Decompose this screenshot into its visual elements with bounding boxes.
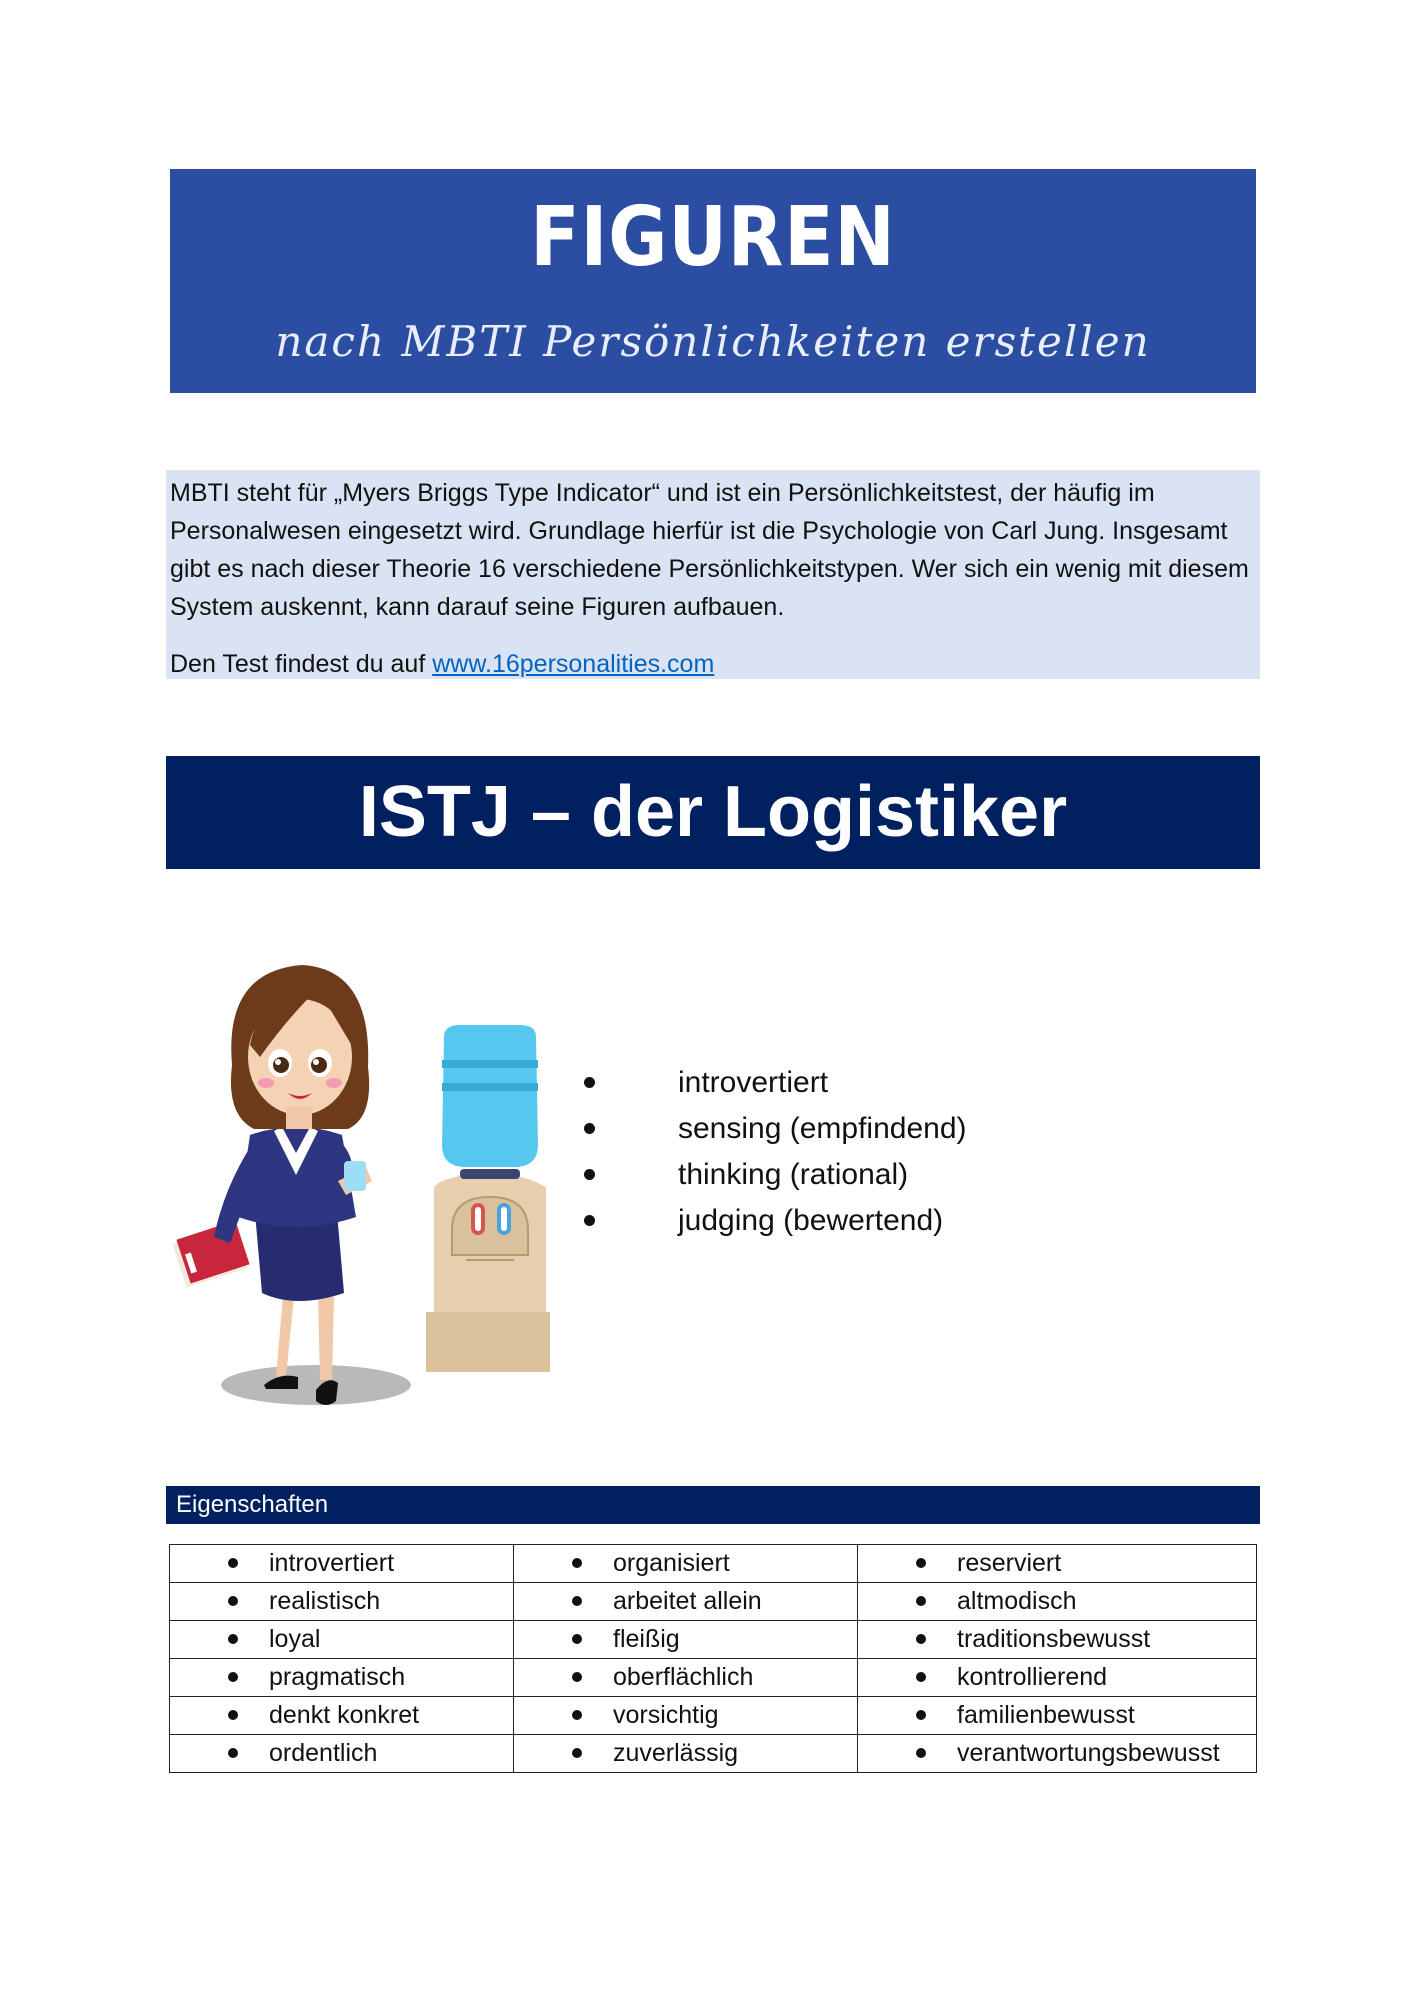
- bullet-icon: [228, 1748, 238, 1758]
- test-link[interactable]: www.16personalities.com: [432, 650, 715, 678]
- table-cell: [858, 1735, 1257, 1773]
- cell-text: oberflächlich: [613, 1663, 754, 1691]
- cell-text: kontrollierend: [957, 1663, 1108, 1691]
- bullet-icon: [572, 1672, 582, 1682]
- cell-text: denkt konkret: [269, 1701, 420, 1729]
- bullet-icon: [916, 1634, 926, 1644]
- table-cell: [170, 1545, 514, 1583]
- cell-text: vorsichtig: [613, 1701, 719, 1729]
- banner-title: FIGUREN: [530, 190, 896, 285]
- table-cell: [858, 1583, 1257, 1621]
- cell-text: organisiert: [613, 1549, 730, 1577]
- title-banner: [170, 169, 1256, 393]
- bullet-icon: [228, 1634, 238, 1644]
- trait-label: introvertiert: [678, 1066, 829, 1099]
- table-cell: [858, 1659, 1257, 1697]
- bullet-icon: [584, 1169, 595, 1180]
- properties-header: Eigenschaften: [166, 1486, 1260, 1524]
- type-traits-list: [578, 1060, 1078, 1244]
- cell-text: fleißig: [613, 1625, 680, 1653]
- businesswoman-illustration: [168, 925, 568, 1435]
- trait-item: [578, 1060, 1078, 1106]
- table-cell: [858, 1697, 1257, 1735]
- test-link-prefix: Den Test findest du auf: [170, 650, 433, 678]
- cell-text: traditionsbewusst: [957, 1625, 1151, 1653]
- banner-subtitle: nach MBTI Persönlichkeiten erstellen: [275, 317, 1151, 366]
- cell-text: pragmatisch: [269, 1663, 406, 1691]
- table-row: [170, 1735, 1257, 1773]
- cell-text: introvertiert: [269, 1549, 395, 1577]
- bullet-icon: [228, 1672, 238, 1682]
- bullet-icon: [916, 1672, 926, 1682]
- table-cell: [514, 1697, 858, 1735]
- bullet-icon: [584, 1215, 595, 1226]
- cell-text: loyal: [269, 1625, 321, 1653]
- table-cell: [170, 1697, 514, 1735]
- bullet-icon: [916, 1596, 926, 1606]
- table-cell: [170, 1583, 514, 1621]
- bullet-icon: [916, 1710, 926, 1720]
- table-cell: [514, 1583, 858, 1621]
- cell-text: altmodisch: [957, 1587, 1077, 1615]
- bullet-icon: [572, 1596, 582, 1606]
- table-cell: [514, 1659, 858, 1697]
- bullet-icon: [584, 1123, 595, 1134]
- cell-text: arbeitet allein: [613, 1587, 762, 1615]
- type-title: ISTJ – der Logistiker: [166, 756, 1260, 869]
- bullet-icon: [572, 1748, 582, 1758]
- table-row: [170, 1697, 1257, 1735]
- bullet-icon: [572, 1634, 582, 1644]
- table-cell: [514, 1545, 858, 1583]
- bullet-icon: [228, 1596, 238, 1606]
- test-link-line: [170, 645, 1256, 683]
- bullet-icon: [228, 1710, 238, 1720]
- trait-item: [578, 1152, 1078, 1198]
- trait-label: sensing (empfindend): [678, 1112, 967, 1145]
- bullet-icon: [584, 1077, 595, 1088]
- table-cell: [514, 1621, 858, 1659]
- trait-label: thinking (rational): [678, 1158, 909, 1191]
- cell-text: ordentlich: [269, 1739, 378, 1767]
- table-cell: [170, 1621, 514, 1659]
- bullet-icon: [572, 1710, 582, 1720]
- table-row: [170, 1659, 1257, 1697]
- bullet-icon: [572, 1558, 582, 1568]
- intro-paragraph: MBTI steht für „Myers Briggs Type Indicator“ und ist ein Persönlichkeitstest, der häufig im Personalwesen eingesetzt wird. Grundlage hierfür ist die Psychologie von Carl Jung. Insgesamt gibt es nach dieser Theorie 16 verschiedene Persönlichkeitstypen. Wer sich ein wenig mit diesem System auskennt, kann darauf seine Figuren aufbauen.: [170, 479, 1249, 621]
- trait-item: [578, 1198, 1078, 1244]
- cell-text: verantwortungsbewusst: [957, 1739, 1220, 1767]
- trait-label: judging (bewertend): [678, 1204, 944, 1237]
- table-row: [170, 1621, 1257, 1659]
- intro-box: [166, 470, 1260, 679]
- table-cell: [514, 1735, 858, 1773]
- bullet-icon: [916, 1748, 926, 1758]
- table-cell: [170, 1735, 514, 1773]
- properties-table: [169, 1544, 1257, 1773]
- bullet-icon: [228, 1558, 238, 1568]
- cell-text: reserviert: [957, 1549, 1062, 1577]
- table-cell: [858, 1621, 1257, 1659]
- bullet-icon: [916, 1558, 926, 1568]
- cell-text: zuverlässig: [613, 1739, 739, 1767]
- cell-text: realistisch: [269, 1587, 381, 1615]
- table-row: [170, 1583, 1257, 1621]
- table-cell: [858, 1545, 1257, 1583]
- cell-text: familienbewusst: [957, 1701, 1135, 1729]
- table-cell: [170, 1659, 514, 1697]
- table-row: [170, 1545, 1257, 1583]
- trait-item: [578, 1106, 1078, 1152]
